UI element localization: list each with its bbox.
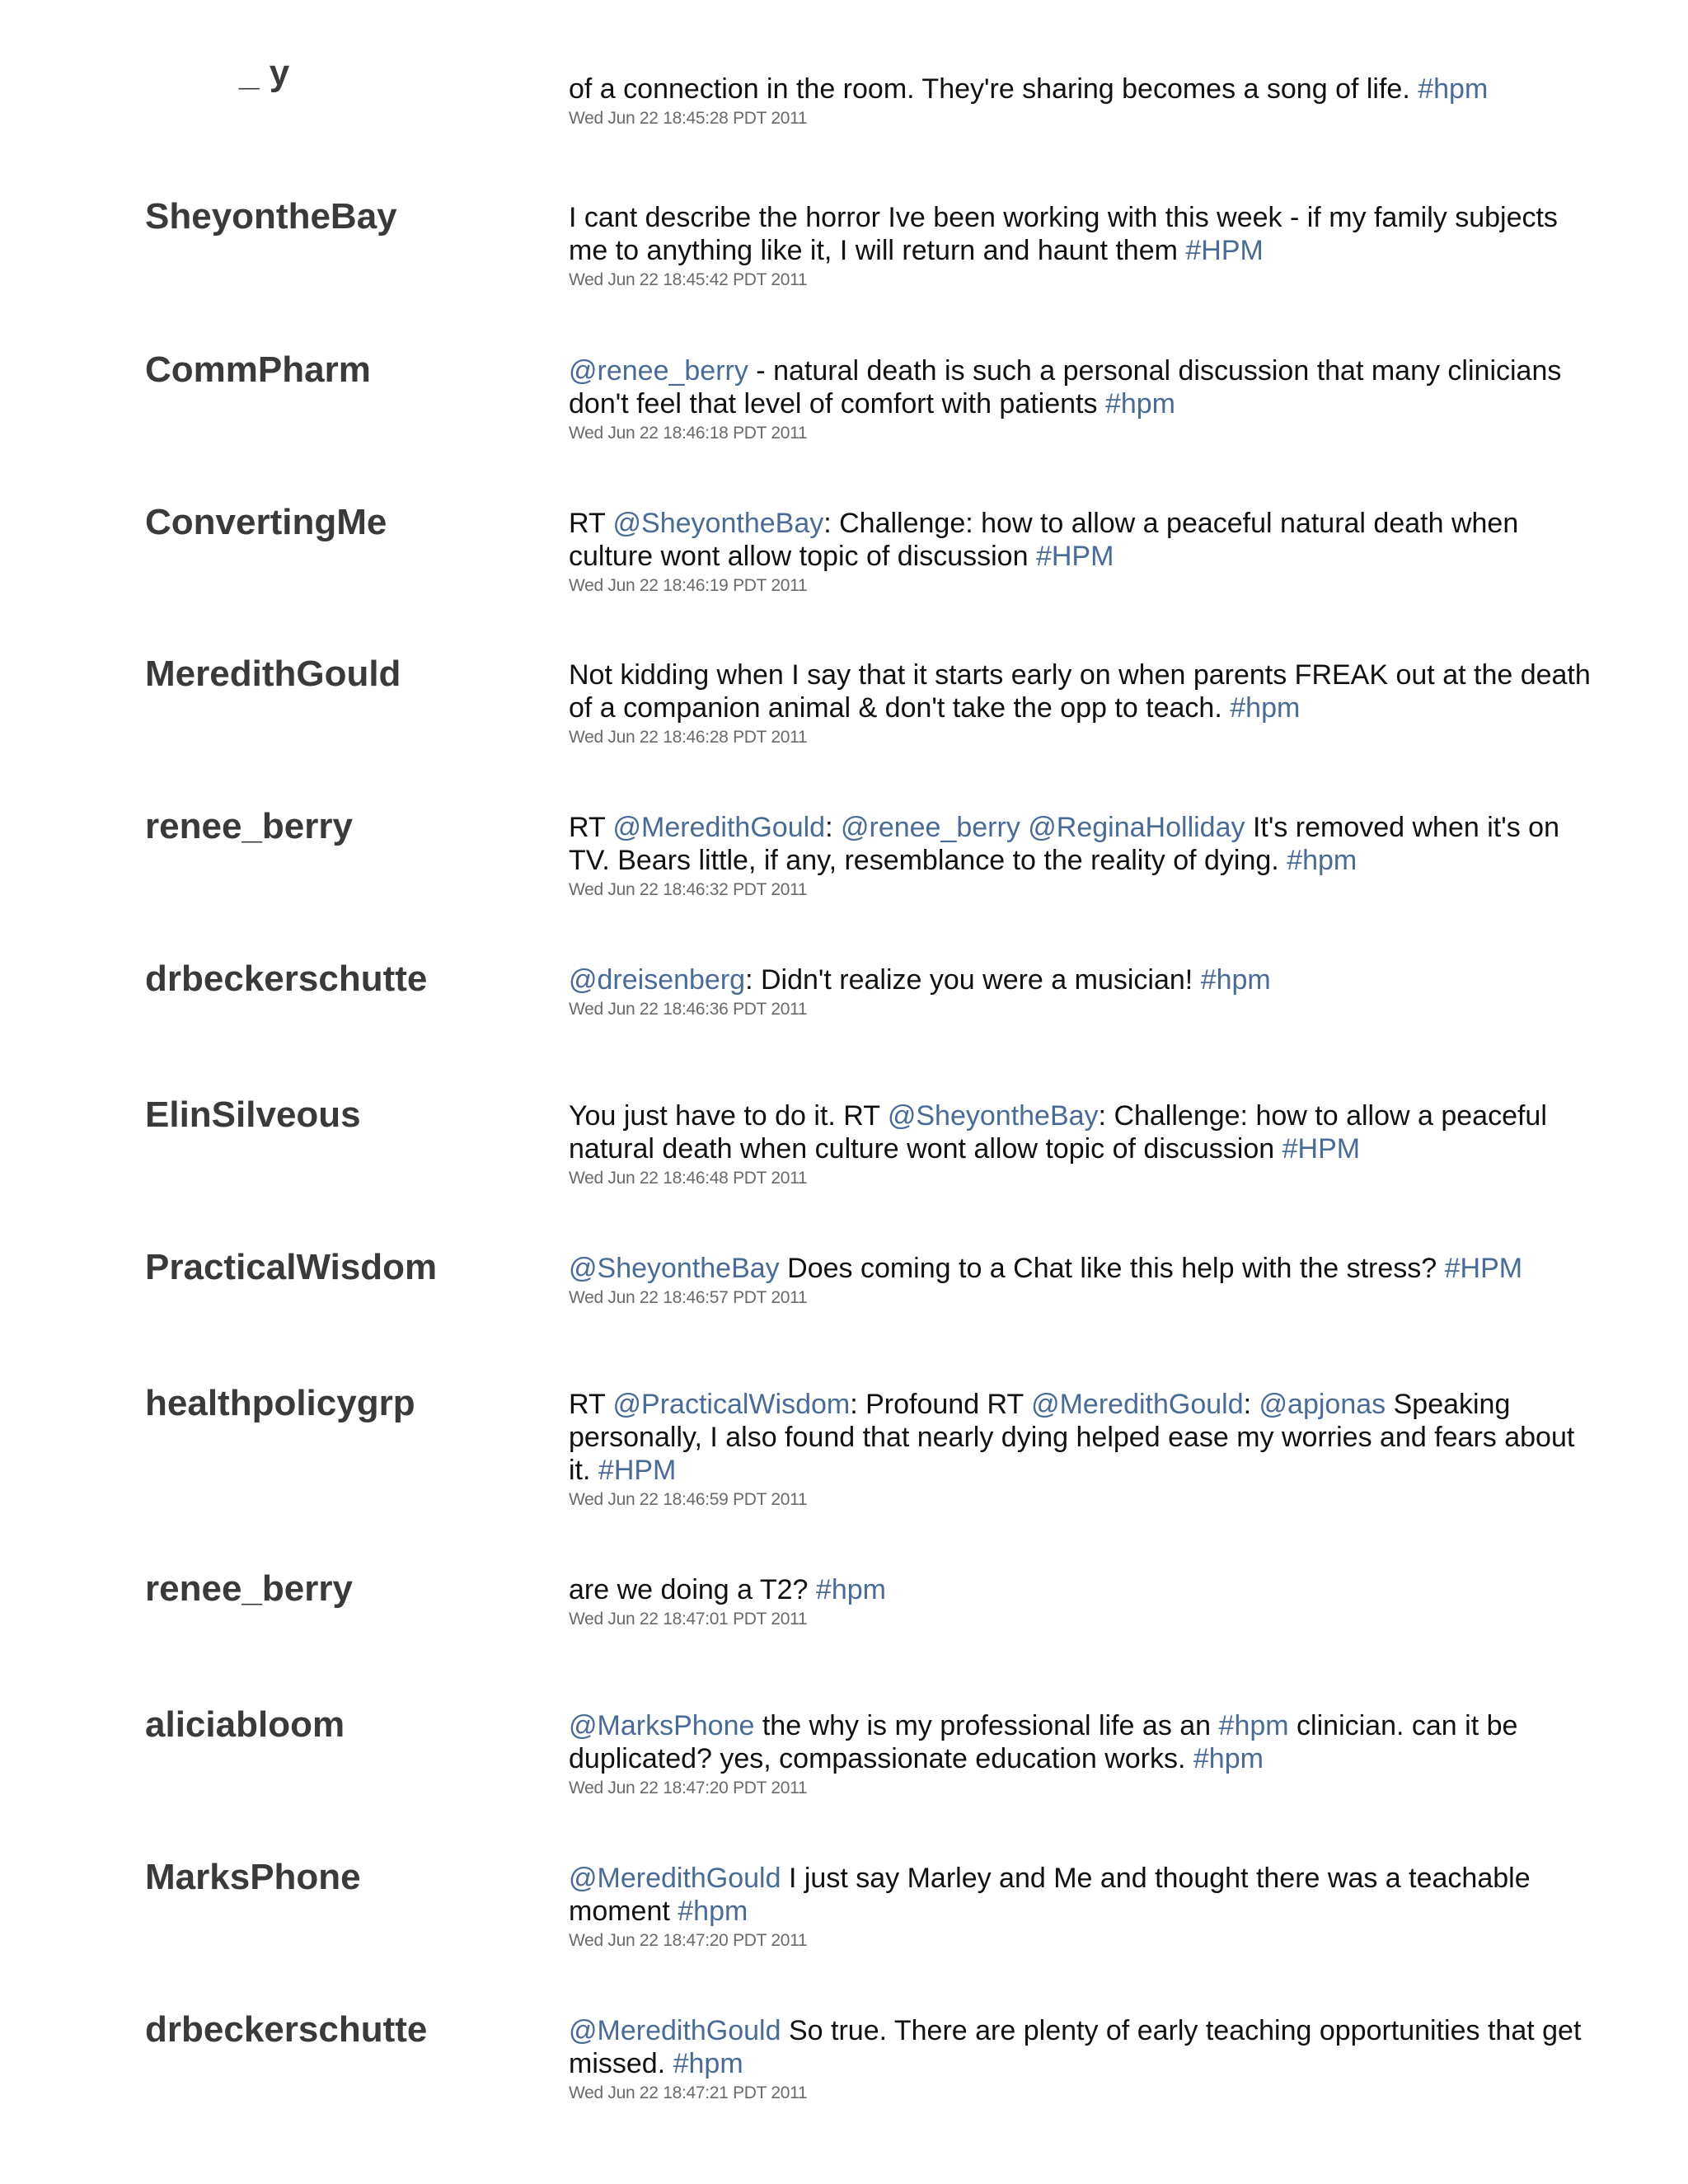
tweet-body	[569, 1388, 1599, 1511]
tweet-body	[569, 811, 1599, 902]
tweet-username[interactable]: CommPharm	[145, 349, 371, 390]
mention-link[interactable]: @MeredithGould	[569, 2015, 781, 2046]
tweet-timestamp: Wed Jun 22 18:47:20 PDT 2011	[569, 1779, 808, 1797]
mention-link[interactable]: @apjonas	[1259, 1389, 1386, 1420]
tweet-text-segment	[1020, 812, 1028, 843]
tweet-text-segment: Not kidding when I say that it starts early on when parents FREAK out at the death of a companion animal & don't take the opp to teach.	[569, 659, 1591, 724]
tweet-text	[569, 1573, 1599, 1606]
tweet-text	[569, 1709, 1599, 1775]
tweet-text	[569, 1862, 1599, 1928]
tweet-username[interactable]: drbeckerschutte	[145, 2009, 428, 2050]
tweet-text-segment: RT	[569, 1389, 613, 1420]
tweet-body	[569, 507, 1599, 598]
tweet-text	[569, 1099, 1599, 1165]
hashtag-link[interactable]: #hpm	[673, 2048, 743, 2079]
tweet-text-segment: the why is my professional life as an	[754, 1710, 1219, 1741]
tweet-timestamp: Wed Jun 22 18:46:28 PDT 2011	[569, 728, 808, 747]
cut-off-username: _ y	[239, 53, 290, 93]
tweet-timestamp: Wed Jun 22 18:46:57 PDT 2011	[569, 1288, 808, 1307]
mention-link[interactable]: @dreisenberg	[569, 964, 746, 996]
tweet-username[interactable]: renee_berry	[145, 806, 353, 846]
hashtag-link[interactable]: #HPM	[598, 1455, 677, 1486]
hashtag-link[interactable]: #hpm	[1287, 845, 1357, 876]
hashtag-link[interactable]: #hpm	[1104, 388, 1176, 419]
tweet-body	[569, 1573, 1599, 1631]
tweet-text-segment: clinician. can it be duplicated? yes, compassionate education works.	[569, 1710, 1518, 1774]
tweet-text	[569, 354, 1599, 420]
tweet-timestamp: Wed Jun 22 18:46:18 PDT 2011	[569, 424, 808, 443]
mention-link[interactable]: @MeredithGould	[612, 812, 826, 843]
tweet-text-segment: RT	[569, 812, 613, 843]
tweet-text	[569, 2014, 1599, 2080]
tweet-text-segment: :	[825, 812, 841, 843]
tweet-text-segment: - natural death is such a personal discussion that many clinicians don't feel that level of comfort with patients	[569, 355, 1562, 419]
mention-link[interactable]: @MeredithGould	[569, 1863, 781, 1894]
tweet-text-segment: I cant describe the horror Ive been working with this week - if my family subjects me to anything like it, I will return and haunt them	[569, 202, 1558, 266]
mention-link[interactable]: @ReginaHolliday	[1028, 812, 1245, 843]
tweet-text-segment: It's removed when it's on TV. Bears little, if any, resemblance to the reality of dying.	[569, 812, 1559, 876]
tweet-body	[569, 1252, 1599, 1310]
tweet-username[interactable]: aliciabloom	[145, 1704, 345, 1745]
tweet-text-segment: of a connection in the room. They're sharing becomes a song of life.	[569, 73, 1418, 105]
hashtag-link[interactable]: #hpm	[678, 1896, 748, 1927]
tweet-body	[569, 963, 1599, 1021]
tweet-body	[569, 658, 1599, 749]
tweet-text	[569, 1388, 1599, 1487]
tweet-username[interactable]: renee_berry	[145, 1568, 353, 1609]
hashtag-link[interactable]: #hpm	[1418, 73, 1489, 105]
mention-link[interactable]: @renee_berry	[569, 355, 748, 387]
hashtag-link[interactable]: #hpm	[1218, 1710, 1289, 1741]
tweet-username[interactable]: healthpolicygrp	[145, 1383, 415, 1423]
tweet-timestamp: Wed Jun 22 18:47:21 PDT 2011	[569, 2083, 808, 2102]
tweet-text	[569, 1252, 1599, 1285]
mention-link[interactable]: @renee_berry	[840, 812, 1020, 843]
tweet-username[interactable]: SheyontheBay	[145, 196, 397, 237]
tweet-body	[569, 2014, 1599, 2105]
tweet-username[interactable]: PracticalWisdom	[145, 1247, 438, 1287]
mention-link[interactable]: @SheyontheBay	[887, 1100, 1099, 1132]
mention-link[interactable]: @MarksPhone	[569, 1710, 755, 1741]
tweet-timestamp: Wed Jun 22 18:46:32 PDT 2011	[569, 880, 808, 899]
hashtag-link[interactable]: #HPM	[1185, 235, 1264, 266]
tweet-text-segment: are we doing a T2?	[569, 1574, 816, 1605]
tweet-body	[569, 1709, 1599, 1800]
tweet-text-segment: So true. There are plenty of early teaching opportunities that get missed.	[569, 2015, 1582, 2079]
tweet-timestamp: Wed Jun 22 18:46:19 PDT 2011	[569, 576, 808, 595]
tweet-timestamp: Wed Jun 22 18:46:48 PDT 2011	[569, 1169, 808, 1188]
tweet-timestamp: Wed Jun 22 18:46:36 PDT 2011	[569, 1000, 808, 1019]
tweet-timestamp: Wed Jun 22 18:47:01 PDT 2011	[569, 1610, 808, 1629]
tweet-body	[569, 73, 1599, 130]
tweet-text-segment: :	[1243, 1389, 1259, 1420]
tweet-username[interactable]: ConvertingMe	[145, 502, 387, 542]
tweet-text-segment: You just have to do it. RT	[569, 1100, 888, 1132]
tweet-username[interactable]: MarksPhone	[145, 1857, 361, 1897]
tweet-timestamp: Wed Jun 22 18:46:59 PDT 2011	[569, 1490, 808, 1509]
tweet-timestamp: Wed Jun 22 18:45:28 PDT 2011	[569, 109, 808, 128]
hashtag-link[interactable]: #hpm	[1230, 692, 1301, 724]
mention-link[interactable]: @SheyontheBay	[612, 508, 824, 539]
tweet-text	[569, 201, 1599, 267]
hashtag-link[interactable]: #hpm	[1200, 964, 1271, 996]
tweet-username[interactable]: ElinSilveous	[145, 1094, 361, 1135]
tweet-body	[569, 201, 1599, 292]
tweet-text-segment: : Challenge: how to allow a peaceful natural death when culture wont allow topic of discussion	[569, 1100, 1547, 1165]
tweet-text	[569, 811, 1599, 877]
tweet-body	[569, 1862, 1599, 1952]
tweet-username[interactable]: MeredithGould	[145, 654, 401, 694]
tweet-text-segment: RT	[569, 508, 613, 539]
tweet-text-segment: I just say Marley and Me and thought there was a teachable moment	[569, 1863, 1531, 1927]
mention-link[interactable]: @SheyontheBay	[569, 1253, 780, 1284]
tweet-text-segment: : Didn't realize you were a musician!	[745, 964, 1201, 996]
tweet-text-segment: Does coming to a Chat like this help with the stress?	[779, 1253, 1445, 1284]
tweet-timestamp: Wed Jun 22 18:45:42 PDT 2011	[569, 270, 808, 289]
mention-link[interactable]: @MeredithGould	[1031, 1389, 1244, 1420]
hashtag-link[interactable]: #HPM	[1282, 1133, 1361, 1165]
tweet-text-segment: : Challenge: how to allow a peaceful natural death when culture wont allow topic of discussion	[569, 508, 1519, 572]
hashtag-link[interactable]: #HPM	[1444, 1253, 1523, 1284]
hashtag-link[interactable]: #HPM	[1035, 541, 1114, 572]
tweet-username[interactable]: drbeckerschutte	[145, 958, 428, 999]
tweet-timestamp: Wed Jun 22 18:47:20 PDT 2011	[569, 1931, 808, 1950]
tweet-text	[569, 658, 1599, 724]
hashtag-link[interactable]: #hpm	[1193, 1743, 1264, 1774]
mention-link[interactable]: @PracticalWisdom	[612, 1389, 851, 1420]
tweet-text	[569, 507, 1599, 573]
tweet-text	[569, 963, 1599, 996]
tweet-body	[569, 1099, 1599, 1190]
hashtag-link[interactable]: #hpm	[815, 1574, 886, 1605]
tweet-text-segment: : Profound RT	[850, 1389, 1032, 1420]
tweet-text-segment: Speaking personally, I also found that nearly dying helped ease my worries and fears about it.	[569, 1389, 1575, 1486]
tweet-text	[569, 73, 1599, 105]
tweet-body	[569, 354, 1599, 445]
